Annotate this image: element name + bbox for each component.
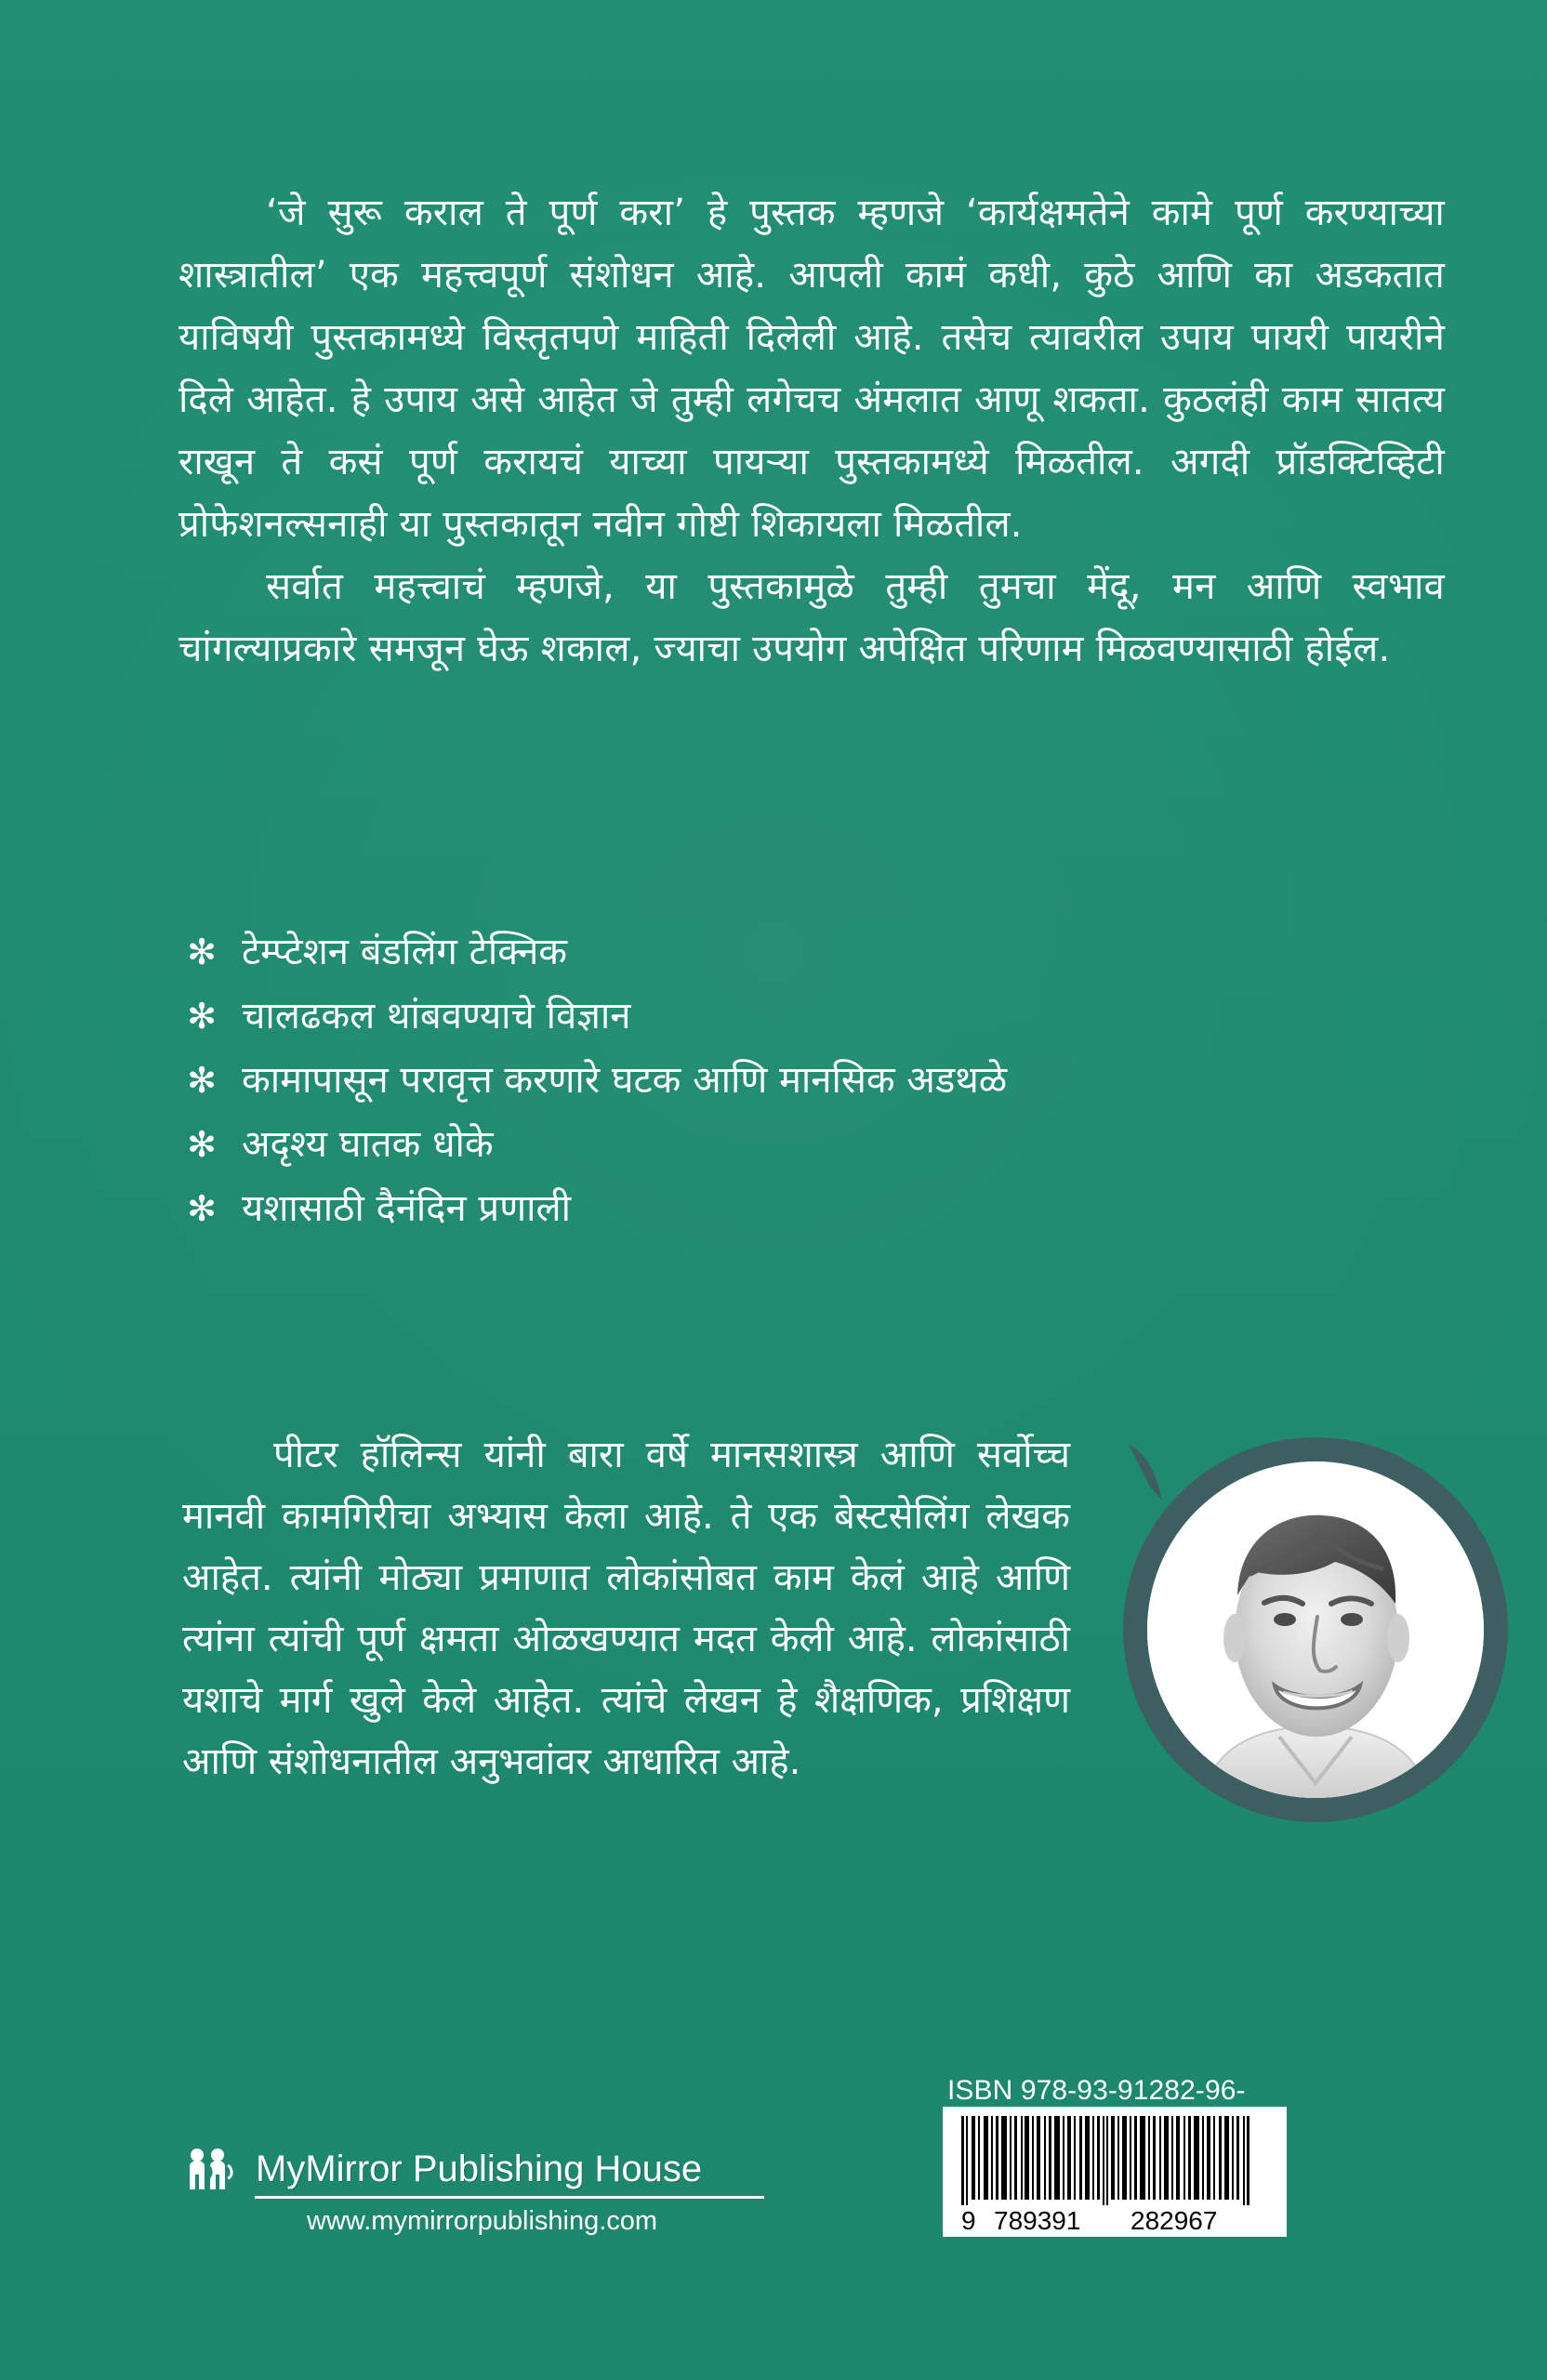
asterisk-icon: ✻ [187,1124,217,1165]
feature-text: कामापासून परावृत्त करणारे घटक आणि मानसिक अडथळे [242,1059,1008,1102]
publisher-name: MyMirror Publishing House [256,2149,703,2189]
author-bio: पीटर हॉलिन्स यांनी बारा वर्षे मानसशास्त्र आणि सर्वोच्च मानवी कामगिरीचा अभ्यास केला आहे. ते एक बेस्टसेलिंग लेखक आहेत. त्यांनी मोठ्या प्रमाणात लोकांसोबत काम केलं आहे आणि त्यांना त्यांची पूर्ण क्षमता ओळखण्यात मदत केली आहे. लोकांसाठी यशाचे मार्ग खुले केले आहेत. त्यांचे लेखन हे शैक्षणिक, प्रशिक्षण आणि संशोधनातील अनुभवांवर आधारित आहे. [182,1434,1070,1783]
description-paragraph-2: सर्वात महत्त्वाचं म्हणजे, या पुस्तकामुळे तुम्ही तुमचा मेंदू, मन आणि स्वभाव चांगल्याप्रकारे समजून घेऊ शकाल, ज्याचा उपयोग अपेक्षित परिणाम मिळवण्यासाठी होईल. [178,565,1445,670]
barcode-number-1: 9 [961,2206,976,2235]
isbn-barcode [943,2107,1287,2237]
feature-text: टेम्प्टेशन बंडलिंग टेक्निक [242,931,568,973]
feature-item [182,985,1298,1049]
barcode-number-2: 789391 [994,2206,1081,2235]
publisher-divider [255,2196,764,2199]
feature-text: अदृश्य घातक धोके [242,1123,494,1166]
description-paragraph-1: ‘जे सुरू कराल ते पूर्ण करा’ हे पुस्तक म्हणजे ‘कार्यक्षमतेने कामे पूर्ण करण्याच्या शास्त्रातील’ एक महत्त्वपूर्ण संशोधन आहे. आपली कामं कधी, कुठे आणि का अडकतात याविषयी पुस्तकामध्ये विस्तृतपणे माहिती दिलेली आहे. तसेच त्यावरील उपाय पायरी पायरीने दिले आहेत. हे उपाय असे आहेत जे तुम्ही लगेचच अंमलात आणू शकता. कुठलंही काम सातत्य राखून ते कसं पूर्ण करायचं याच्या पायऱ्या पुस्तकामध्ये मिळतील. अगदी प्रॉडक्टिव्हिटी प्रोफेशनल्सनाही या पुस्तकातून नवीन गोष्टी शिकायला मिळतील. [178,192,1445,546]
book-description [178,182,1445,681]
publisher-url: www.mymirrorpublishing.com [307,2206,658,2236]
feature-item [182,1177,1298,1241]
feature-item [182,920,1298,985]
asterisk-icon: ✻ [187,1060,217,1101]
author-portrait-icon [1147,1461,1484,1798]
asterisk-icon: ✻ [187,996,217,1037]
feature-item [182,1113,1298,1177]
feature-text: चालढकल थांबवण्याचे विज्ञान [242,995,631,1038]
feature-item [182,1049,1298,1113]
asterisk-icon: ✻ [187,932,217,972]
author-portrait [1123,1437,1508,1822]
barcode-number-3: 282967 [1130,2206,1218,2235]
speech-tail-icon [1125,1441,1166,1506]
feature-list [182,920,1298,1241]
feature-text: यशासाठी दैनंदिन प्रणाली [242,1187,571,1230]
publisher-block [184,2146,779,2257]
isbn-label: ISBN 978-93-91282-96- [947,2075,1246,2106]
publisher-logo-icon [184,2146,244,2194]
asterisk-icon: ✻ [187,1188,217,1229]
